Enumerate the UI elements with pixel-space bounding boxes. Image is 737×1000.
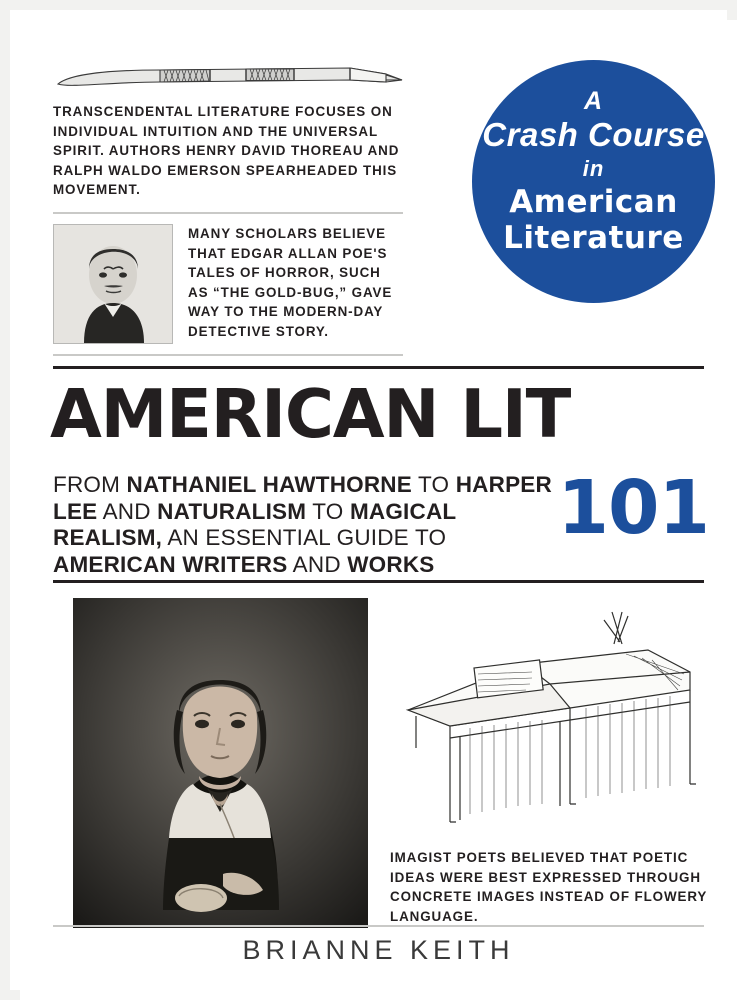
title-rule-bottom [53,580,704,583]
cover-inner [20,20,737,1000]
imagist-note: IMAGIST POETS BELIEVED THAT POETIC IDEAS WERE BEST EXPRESSED THROUGH CONCRETE IMAGES INSTEAD OF FLOWERY LANGUAGE. [390,850,708,924]
badge-line-1: A [583,87,604,115]
subtitle-segment-0: FROM [53,472,127,497]
subtitle-segment-1: NATHANIEL HAWTHORNE [126,472,412,497]
divider-top [53,212,403,214]
badge-line-5: Literature [503,220,684,256]
fountain-pen-icon [50,54,410,102]
subtitle-segment-3: HARPER LEE [53,472,552,524]
badge-line-4: American [509,184,678,220]
transcendental-note: TRANSCENDENTAL LITERATURE FOCUSES ON INDIVIDUAL INTUITION AND THE UNIVERSAL SPIRIT. AUTHORS HENRY DAVID THOREAU AND RALPH WALDO EMERSON SPEARHEADED THIS MOVEMENT. [53,104,400,198]
author-name: BRIANNE KEITH [242,935,515,965]
crash-course-badge [472,60,715,303]
hawthorne-writing-desk-sketch [390,598,710,843]
divider-bottom [53,925,704,927]
subtitle [53,472,558,578]
subtitle-segment-11: WORKS [347,551,435,577]
subtitle-segment-10: AND [287,551,348,577]
subtitle-segment-6: TO [306,498,350,524]
title-rule-top [53,366,704,369]
edgar-allan-poe-portrait [53,224,173,344]
page-title: AMERICAN LIT [50,375,571,453]
emily-dickinson-daguerreotype [73,598,368,928]
subtitle-segment-9: AMERICAN WRITERS [53,551,288,577]
series-number: 101 [557,465,709,551]
divider-middle [53,354,403,356]
subtitle-segment-7: MAGICAL REALISM, [53,498,456,550]
subtitle-segment-2: TO [411,472,456,497]
subtitle-segment-4: AND [97,498,158,524]
badge-line-3: in [582,156,605,181]
poe-note: MANY SCHOLARS BELIEVE THAT EDGAR ALLAN POE'S TALES OF HORROR, SUCH AS “THE GOLD-BUG,” GAVE WAY TO THE MODERN-DAY DETECTIVE STORY. [188,226,393,339]
subtitle-segment-5: NATURALISM [157,498,307,524]
subtitle-segment-8: AN ESSENTIAL GUIDE TO [162,525,447,550]
badge-line-2: Crash Course [482,116,705,153]
